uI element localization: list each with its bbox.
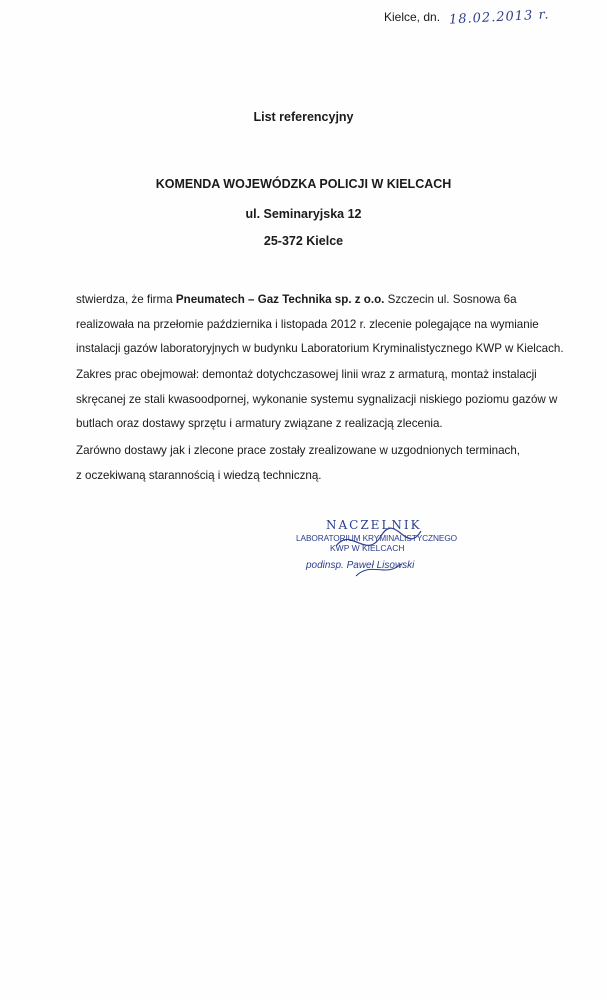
paragraph-3-line-2: z oczekiwaną starannością i wiedzą techniczną. <box>76 468 322 482</box>
company-name: Pneumatech – Gaz Technika sp. z o.o. <box>175 293 385 306</box>
recipient-name: KOMENDA WOJEWÓDZKA POLICJI W KIELCACH <box>155 177 452 191</box>
document-title: List referencyjny <box>253 110 354 124</box>
paragraph-1-line-3: instalacji gazów laboratoryjnych w budynku Laboratorium Kryminalistycznego KWP w Kielcach. <box>76 342 564 355</box>
paragraph-1-line-2: realizowała na przełomie października i listopada 2012 r. zlecenie polegające na wymianie <box>76 317 539 331</box>
place-date-label: Kielce, dn. <box>384 10 441 24</box>
recipient-street: ul. Seminaryjska 12 <box>245 207 362 221</box>
paragraph-1-line-1 <box>76 288 532 313</box>
paragraph-2 <box>76 363 558 437</box>
official-stamp <box>296 516 458 581</box>
paragraph-2-line-2: skręcanej ze stali kwasoodpornej, wykonanie systemu sygnalizacji niskiego poziomu gazów w <box>76 392 558 406</box>
paragraph-2-line-3: butlach oraz dostawy sprzętu i armatury związane z realizacją zlecenia. <box>76 417 443 430</box>
stamp-location: KWP W KIELCACH <box>330 543 405 553</box>
text-segment: stwierdza, że firma <box>76 293 176 306</box>
place-date <box>384 7 551 28</box>
paragraph-2-line-1: Zakres prac obejmował: demontaż dotychczasowej linii wraz z armaturą, montaż instalacji <box>76 368 537 381</box>
stamp-signatory: podinsp. Paweł Lisowski <box>306 560 415 571</box>
stamp-unit: LABORATORIUM KRYMINALISTYCZNEGO <box>296 533 458 543</box>
recipient-postal-city: 25-372 Kielce <box>263 234 344 248</box>
company-address: Szczecin ul. Sosnowa 6a <box>384 293 517 306</box>
paragraph-3-line-1: Zarówno dostawy jak i zlecone prace zostały zrealizowane w uzgodnionych terminach, <box>76 444 521 457</box>
paragraph-1 <box>76 288 564 362</box>
stamp-title: NACZELNIK <box>326 518 422 532</box>
handwritten-date: 18.02.2013 r. <box>449 7 551 28</box>
paragraph-3 <box>76 439 532 488</box>
